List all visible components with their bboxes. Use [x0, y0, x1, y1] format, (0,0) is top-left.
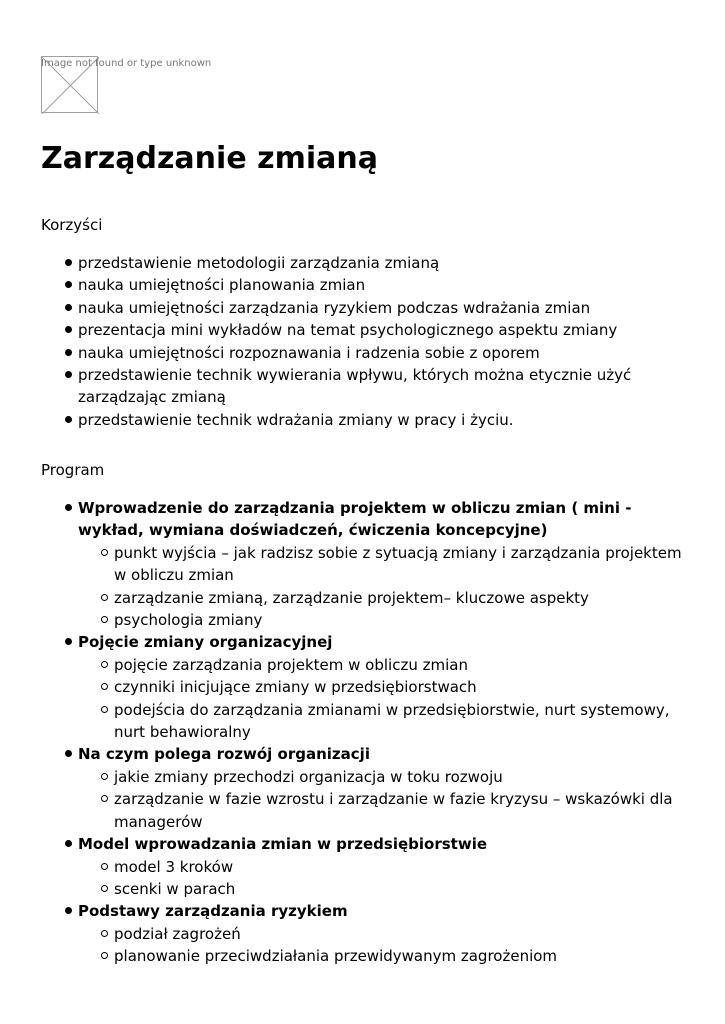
program-module — [78, 631, 688, 743]
module-title: Na czym polega rozwój organizacji — [78, 745, 370, 764]
benefits-heading: Korzyści — [41, 216, 103, 234]
list-item: przedstawienie technik wdrażania zmiany w pracy i życiu. — [78, 409, 688, 431]
page-title: Zarządzanie zmianą — [41, 141, 378, 176]
program-module — [78, 900, 688, 967]
module-topics — [78, 542, 688, 632]
program-module — [78, 833, 688, 900]
image-alt-text: Image not found or type unknown — [41, 58, 212, 69]
list-item: nauka umiejętności planowania zmian — [78, 274, 688, 296]
module-topics — [78, 856, 688, 901]
module-topics — [78, 654, 688, 744]
module-title: Model wprowadzania zmian w przedsiębiorstwie — [78, 835, 488, 854]
topic-item: scenki w parach — [114, 878, 688, 900]
topic-item: czynniki inicjujące zmiany w przedsiębiorstwach — [114, 676, 688, 698]
list-item: przedstawienie metodologii zarządzania zmianą — [78, 252, 688, 274]
topic-item: podział zagrożeń — [114, 923, 688, 945]
list-item: nauka umiejętności zarządzania ryzykiem podczas wdrażania zmian — [78, 297, 688, 319]
topic-item: planowanie przeciwdziałania przewidywanym zagrożeniom — [114, 945, 688, 967]
topic-item: podejścia do zarządzania zmianami w przedsiębiorstwie, nurt systemowy, nurt behawioralny — [114, 699, 688, 744]
list-item: przedstawienie technik wywierania wpływu, których można etycznie użyć zarządzając zmianą — [78, 364, 688, 409]
topic-item: model 3 kroków — [114, 856, 688, 878]
list-item: prezentacja mini wykładów na temat psychologicznego aspektu zmiany — [78, 319, 688, 341]
module-topics — [78, 766, 688, 833]
topic-item: pojęcie zarządzania projektem w obliczu zmian — [114, 654, 688, 676]
program-list — [78, 497, 688, 968]
module-title: Podstawy zarządzania ryzykiem — [78, 902, 348, 921]
topic-item: psychologia zmiany — [114, 609, 688, 631]
benefits-list — [78, 252, 688, 431]
topic-item: zarządzanie zmianą, zarządzanie projektem– kluczowe aspekty — [114, 587, 688, 609]
program-module — [78, 743, 688, 833]
module-title: Pojęcie zmiany organizacyjnej — [78, 633, 333, 652]
topic-item: zarządzanie w fazie wzrostu i zarządzanie w fazie kryzysu – wskazówki dla managerów — [114, 788, 688, 833]
topic-item: jakie zmiany przechodzi organizacja w toku rozwoju — [114, 766, 688, 788]
module-topics — [78, 923, 688, 968]
program-module — [78, 497, 688, 631]
module-title: Wprowadzenie do zarządzania projektem w obliczu zmian ( mini - wykład, wymiana doświadczeń, ćwiczenia koncepcyjne) — [78, 499, 632, 540]
program-heading: Program — [41, 461, 105, 479]
list-item: nauka umiejętności rozpoznawania i radzenia sobie z oporem — [78, 342, 688, 364]
topic-item: punkt wyjścia – jak radzisz sobie z sytuacją zmiany i zarządzania projektem w obliczu zmian — [114, 542, 688, 587]
